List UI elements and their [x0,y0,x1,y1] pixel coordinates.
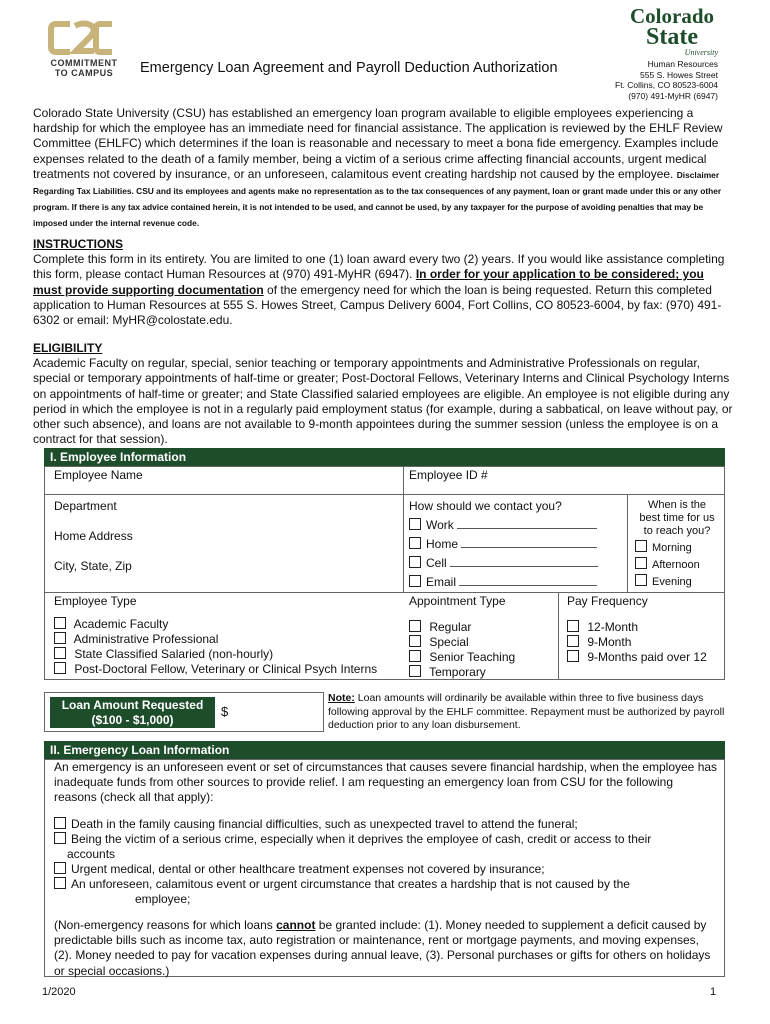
loan-amount-label: Loan Amount Requested ($100 - $1,000) [50,697,215,728]
csu-logo [616,6,728,57]
checkbox[interactable] [409,575,421,587]
emergency-definition: An emergency is an unforeseen event or set of circumstances that causes severe financial hardship, when the employee has inadequate funds from other sources to provide relief. I am requesting an emergency loan from CSU for the following reasons (check all that apply): [54,760,718,805]
employee-information-table [44,466,725,680]
non-emergency-reasons: (Non-emergency reasons for which loans cannot be granted include: (1). Money needed to supplement a deficit caused by predictable bills such as income tax, auto registration or maintenance, rent or mortgage payments, and moving expenses, (2). Money needed to pay for vacation expenses during annual leave, (3). Personal purchases or gifts for others on holidays or special occasions.) [54,918,711,978]
eligibility-section [33,341,733,447]
checkbox[interactable] [54,662,66,674]
checkbox[interactable] [635,540,647,552]
hr-line: 555 S. Howes Street [640,69,718,80]
checkbox[interactable] [54,647,66,659]
c2c-emblem-icon [48,18,120,58]
checkbox[interactable] [409,556,421,568]
loan-note-label: Note: [328,692,355,704]
reason-crime-victim-cont: accounts [67,847,116,861]
checkbox[interactable] [409,620,421,632]
time-option-afternoon[interactable]: Afternoon [635,557,700,573]
checkbox[interactable] [409,650,421,662]
csu-logo-line1: Colorado [630,4,714,28]
hr-contact-block [615,59,718,101]
hr-line: Ft. Collins, CO 80523-6004 [615,80,718,90]
c2c-logo-line2: TO CAMPUS [54,68,114,78]
intro-text: Colorado State University (CSU) has established an emergency loan program available to eligible employees experiencing a hardship for which the employee has an immediate need for financial assistance. The application is reviewed by the EHLF Review Committee (EHLFC) which determines if the loan is reasonable and necessary to meet a bona fide emergency. Examples include expenses related to the death of a family member, being a victim of a serious crime affecting financial accounts, urgent medical treatments not covered by insurance, or an unforeseen, calamitous event creating hardship not caused by the employee. [33,106,723,181]
loan-note [328,692,728,733]
checkbox[interactable] [409,518,421,530]
appointment-option[interactable]: Regular [409,620,471,635]
contact-option-work[interactable]: Work [409,518,597,533]
employee-type-label: Employee Type [54,594,137,608]
section-emergency-loan-information-header: II. Emergency Loan Information [44,741,725,759]
employee-name-label: Employee Name [54,468,143,482]
time-option-evening[interactable]: Evening [635,574,692,590]
eligibility-text: Academic Faculty on regular, special, senior teaching or temporary appointments and Administrative Professionals on regular, special or temporary appointments of half-time or greater; Post-Doctoral Fellows, Veterinary Interns and Clinical Psychology Interns on appointments of half-time or greater; and State Classified salaried employees are eligible. An employee is not eligible during any period in which the employee is not in a regularly paid employment status (for example, during a sabbatical, on leave without pay, or other such absence), and loans are not available to 9-month appointees during the summer session (unless the employee is on a contract for that session). [33,356,733,447]
contact-question-label: How should we contact you? [409,499,562,513]
reason-death-in-family[interactable]: Death in the family causing financial difficulties, such as unexpected travel to attend the funeral; [54,817,578,832]
contact-option-email[interactable]: Email [409,575,597,590]
pay-frequency-option[interactable]: 9-Months paid over 12 [567,650,707,665]
instructions-text-2: of the emergency need for which the loan is being requested. Return this completed application to Human Resources at 555 S. Howes Street, Campus Delivery 6004, Fort Collins, CO 80523-6004, by fax: (970) 491-6302 or email: MyHR@colostate.edu. [33,282,722,328]
reason-calamitous-event[interactable]: An unforeseen, calamitous event or urgent circumstance that creates a hardship that is not caused by the [54,877,630,892]
form-title: Emergency Loan Agreement and Payroll Deduction Authorization [140,60,558,76]
footer-date: 1/2020 [42,986,76,998]
intro-paragraph [33,106,733,231]
tax-disclaimer: Disclaimer Regarding Tax Liabilities. CSU and its employees and agents make no representation as to the tax consequences of any payment, loan or grant made under this or any other program. If there is any tax advice contained herein, it is not intended to be used, and cannot be used, by any taxpayer for the purpose of avoiding penalties that may be imposed under the internal revenue code. [33,169,722,228]
checkbox[interactable] [54,877,66,889]
city-state-zip-label: City, State, Zip [54,559,132,573]
reason-medical[interactable]: Urgent medical, dental or other healthcare treatment expenses not covered by insurance; [54,862,545,877]
employee-type-option[interactable]: Administrative Professional [54,632,218,647]
time-option-morning[interactable]: Morning [635,540,692,556]
checkbox[interactable] [567,635,579,647]
emergency-loan-information-box [44,759,725,977]
instructions-heading: INSTRUCTIONS [33,237,123,251]
checkbox[interactable] [635,574,647,586]
reason-calamitous-event-cont: employee; [135,892,191,906]
hr-line: (970) 491-MyHR (6947) [628,90,718,101]
appointment-option[interactable]: Senior Teaching [409,650,515,665]
pay-frequency-option[interactable]: 12-Month [567,620,638,635]
checkbox[interactable] [54,832,66,844]
checkbox[interactable] [635,557,647,569]
employee-id-label: Employee ID # [409,468,488,482]
loan-amount-row [44,692,324,732]
c2c-logo [42,18,126,78]
csu-logo-line2: State [646,24,698,50]
checkbox[interactable] [54,862,66,874]
checkbox[interactable] [54,817,66,829]
instructions-emphasis: In order for your application to be considered; you must provide supporting documentation [33,267,704,297]
best-time-label: When is the best time for us to reach you? [639,499,715,537]
appointment-type-label: Appointment Type [409,594,506,608]
appointment-option[interactable]: Special [409,635,469,650]
loan-amount-input[interactable] [235,697,319,727]
checkbox[interactable] [567,620,579,632]
department-label: Department [54,499,117,513]
checkbox[interactable] [567,650,579,662]
pay-frequency-label: Pay Frequency [567,594,648,608]
pay-frequency-option[interactable]: 9-Month [567,635,631,650]
csu-logo-line3: University [684,48,718,57]
checkbox[interactable] [54,617,66,629]
checkbox[interactable] [409,635,421,647]
instructions-section [33,237,733,328]
instructions-text-1: Complete this form in its entirety. You are limited to one (1) loan award every two (2) years. If you would like assistance completing this form, please contact Human Resources at (970) 491-MyHR (6947). [33,252,725,282]
checkbox[interactable] [409,537,421,549]
reason-crime-victim[interactable]: Being the victim of a serious crime, especially when it deprives the employee of cash, credit or access to their [54,832,651,847]
loan-note-text: Loan amounts will ordinarily be available within three to five business days following approval by the EHLF committee. Repayment must be authorized by payroll deduction prior to any loan disbursement. [328,692,725,731]
checkbox[interactable] [54,632,66,644]
employee-type-option[interactable]: Post-Doctoral Fellow, Veterinary or Clinical Psych Interns [54,662,377,677]
contact-option-home[interactable]: Home [409,537,597,552]
checkbox[interactable] [409,665,421,677]
hr-line: Human Resources [647,59,718,69]
c2c-logo-line1: COMMITMENT [50,58,118,68]
section-employee-information-header: I. Employee Information [44,448,725,466]
appointment-option[interactable]: Temporary [409,665,486,680]
employee-type-option[interactable]: State Classified Salaried (non-hourly) [54,647,273,662]
eligibility-heading: ELIGIBILITY [33,341,103,355]
loan-amount-currency: $ [221,704,229,719]
footer-page-number: 1 [710,986,717,998]
contact-option-cell[interactable]: Cell [409,556,598,571]
employee-type-option[interactable]: Academic Faculty [54,617,168,632]
home-address-label: Home Address [54,529,133,543]
